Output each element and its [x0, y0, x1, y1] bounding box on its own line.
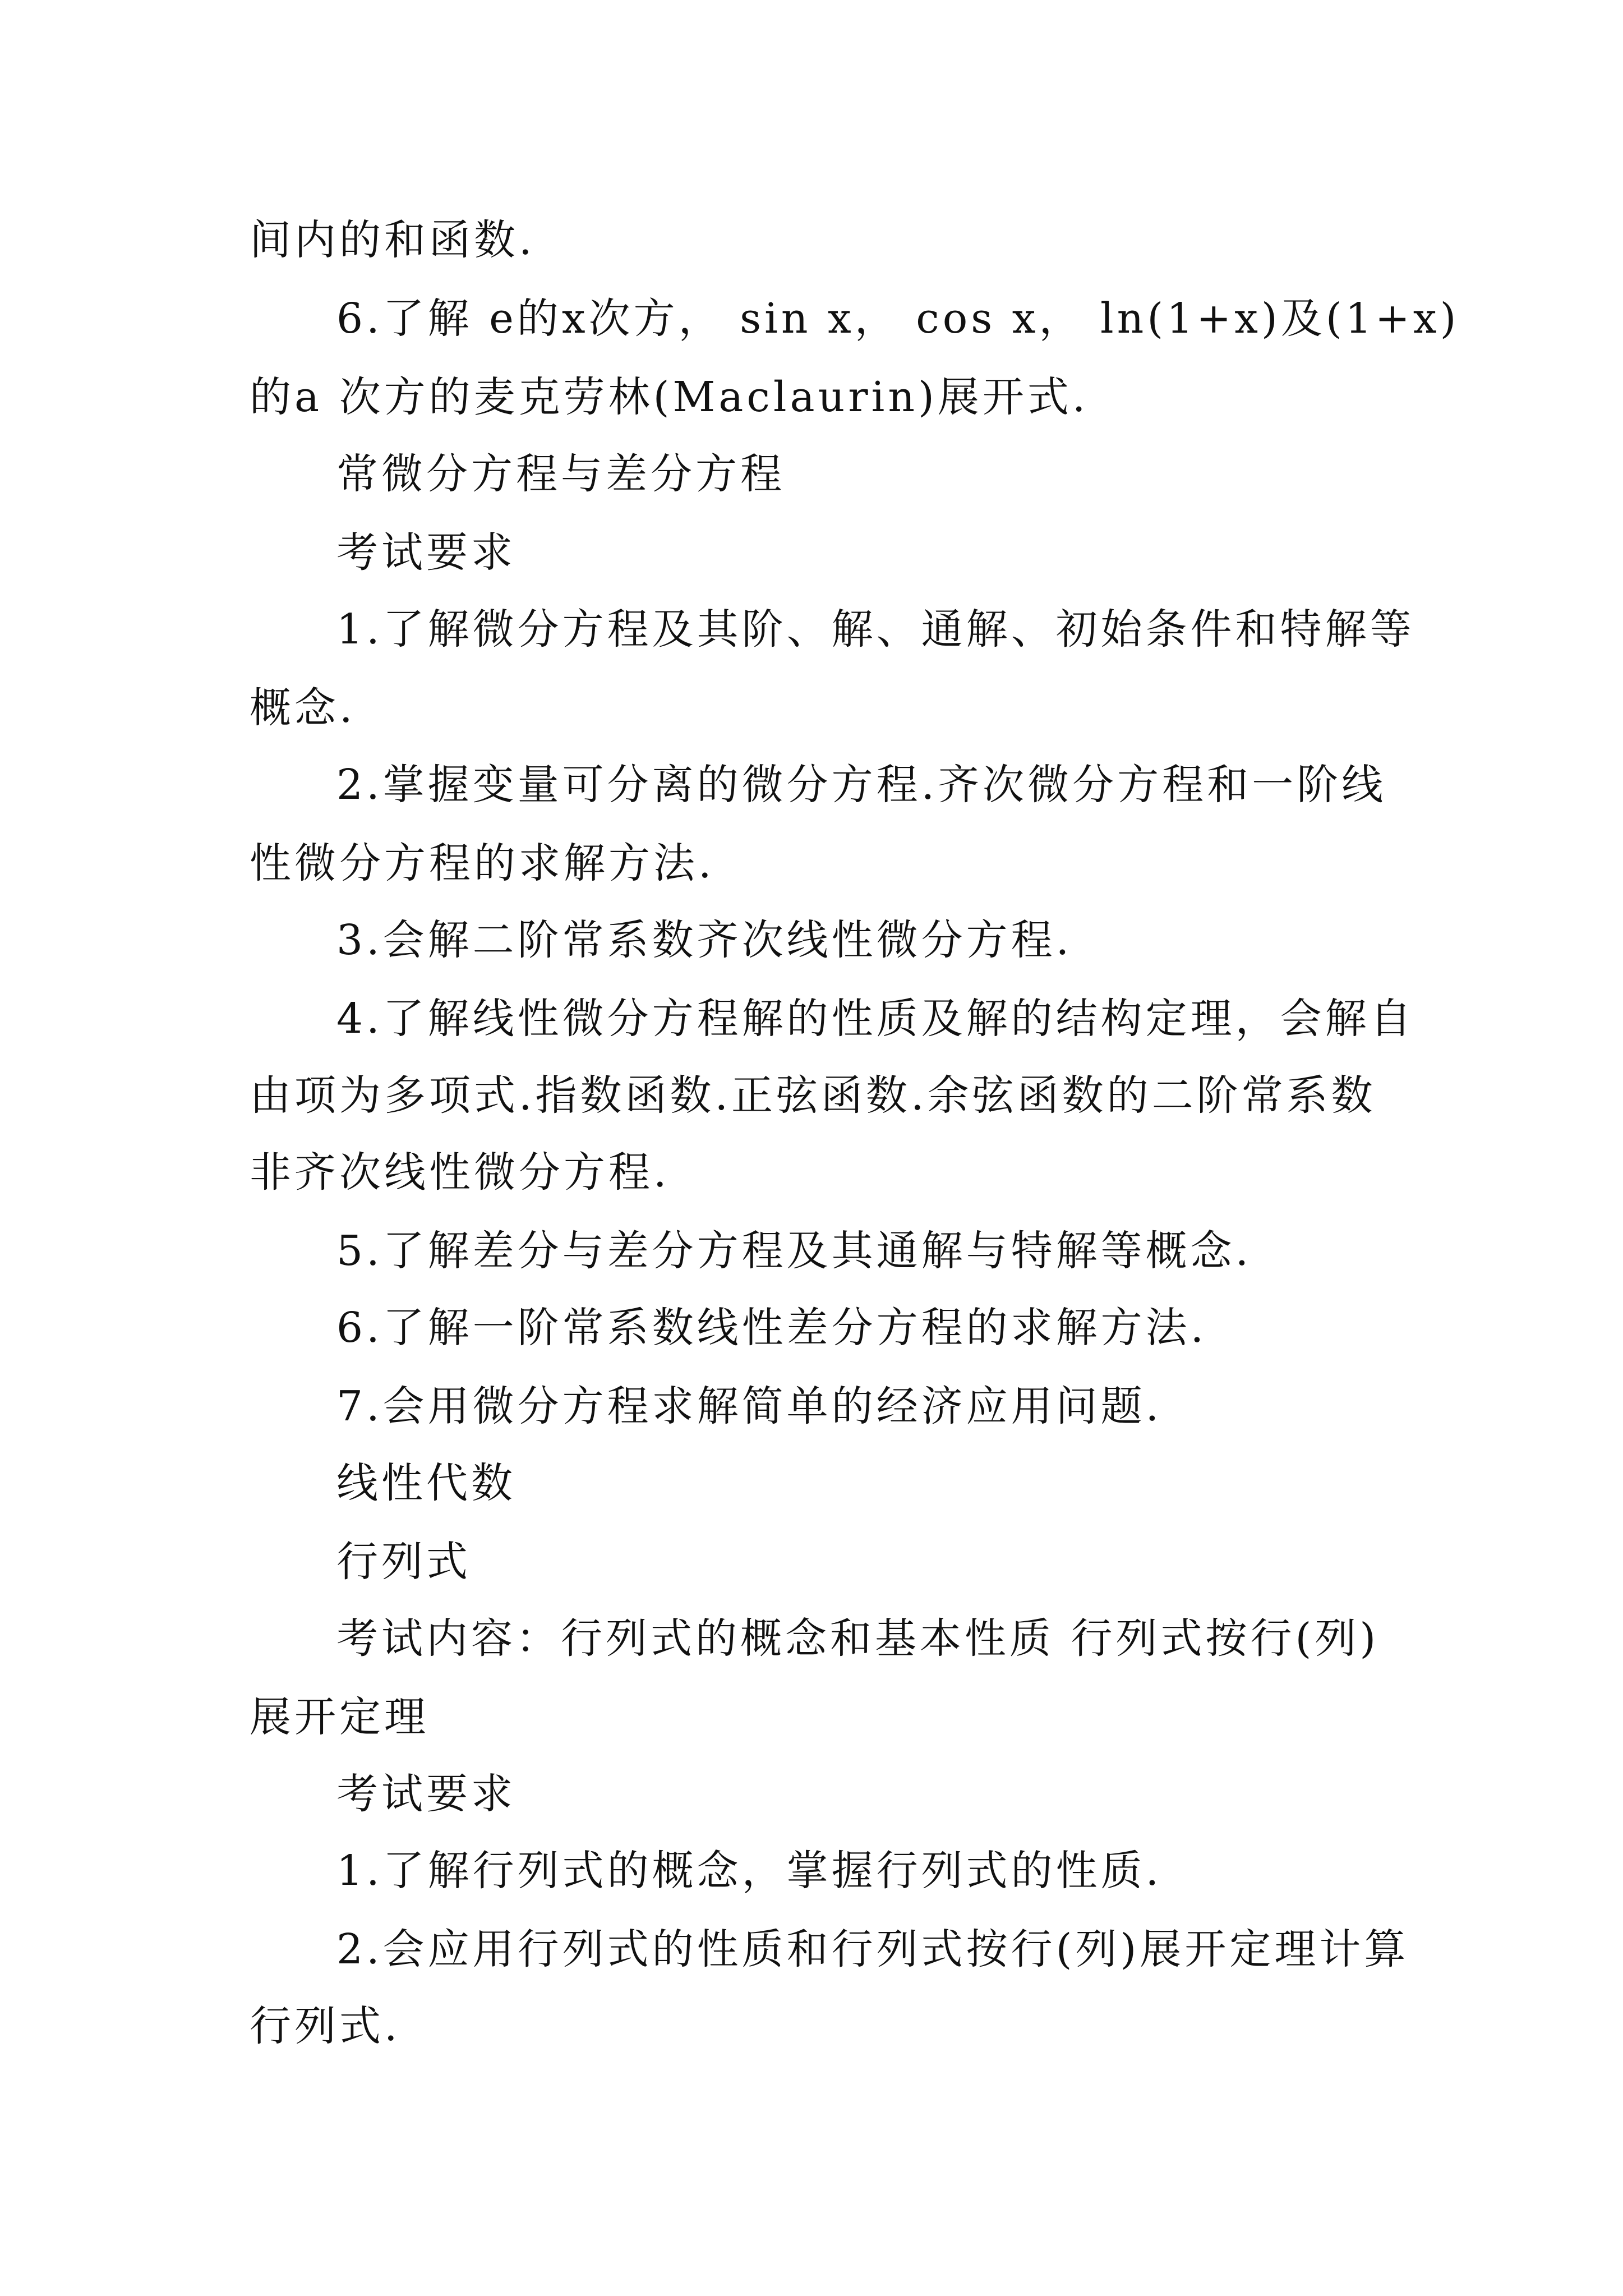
text-line: 概念.: [250, 684, 356, 732]
text-line: 5.了解差分与差分方程及其通解与特解等概念.: [336, 1227, 1252, 1275]
text-line: 性微分方程的求解方法.: [250, 839, 715, 887]
text-line: 的a 次方的麦克劳林(Maclaurin)展开式.: [250, 373, 1089, 421]
section-heading: 常微分方程与差分方程: [336, 450, 785, 498]
text-line: 1.了解微分方程及其阶、解、通解、初始条件和特解等: [336, 605, 1415, 654]
text-line: 由项为多项式.指数函数.正弦函数.余弦函数的二阶常系数: [250, 1071, 1376, 1120]
subsection-heading: 考试要求: [336, 528, 516, 577]
text-line: 1.了解行列式的概念，掌握行列式的性质.: [336, 1847, 1163, 1895]
text-line: 2.掌握变量可分离的微分方程.齐次微分方程和一阶线: [336, 761, 1387, 809]
section-heading: 线性代数: [336, 1459, 516, 1507]
text-line: 6.了解一阶常系数线性差分方程的求解方法.: [336, 1304, 1207, 1352]
text-line: 4.了解线性微分方程解的性质及解的结构定理，会解自: [336, 995, 1415, 1043]
text-line: 非齐次线性微分方程.: [250, 1148, 670, 1197]
text-line: 考试内容：行列式的概念和基本性质 行列式按行(列): [336, 1614, 1380, 1663]
text-line: 6.了解 e的x次方， sin x， cos x， ln(1+x)及(1+x): [336, 295, 1460, 343]
text-line: 展开定理: [250, 1693, 429, 1741]
text-line: 2.会应用行列式的性质和行列式按行(列)展开定理计算: [336, 1925, 1409, 1973]
subsection-heading: 考试要求: [336, 1770, 516, 1818]
text-line: 间内的和函数.: [250, 216, 536, 264]
subsection-heading: 行列式: [336, 1538, 471, 1586]
text-line: 7.会用微分方程求解简单的经济应用问题.: [336, 1382, 1163, 1430]
text-line: 行列式.: [250, 2002, 401, 2050]
text-line: 3.会解二阶常系数齐次线性微分方程.: [336, 916, 1073, 964]
